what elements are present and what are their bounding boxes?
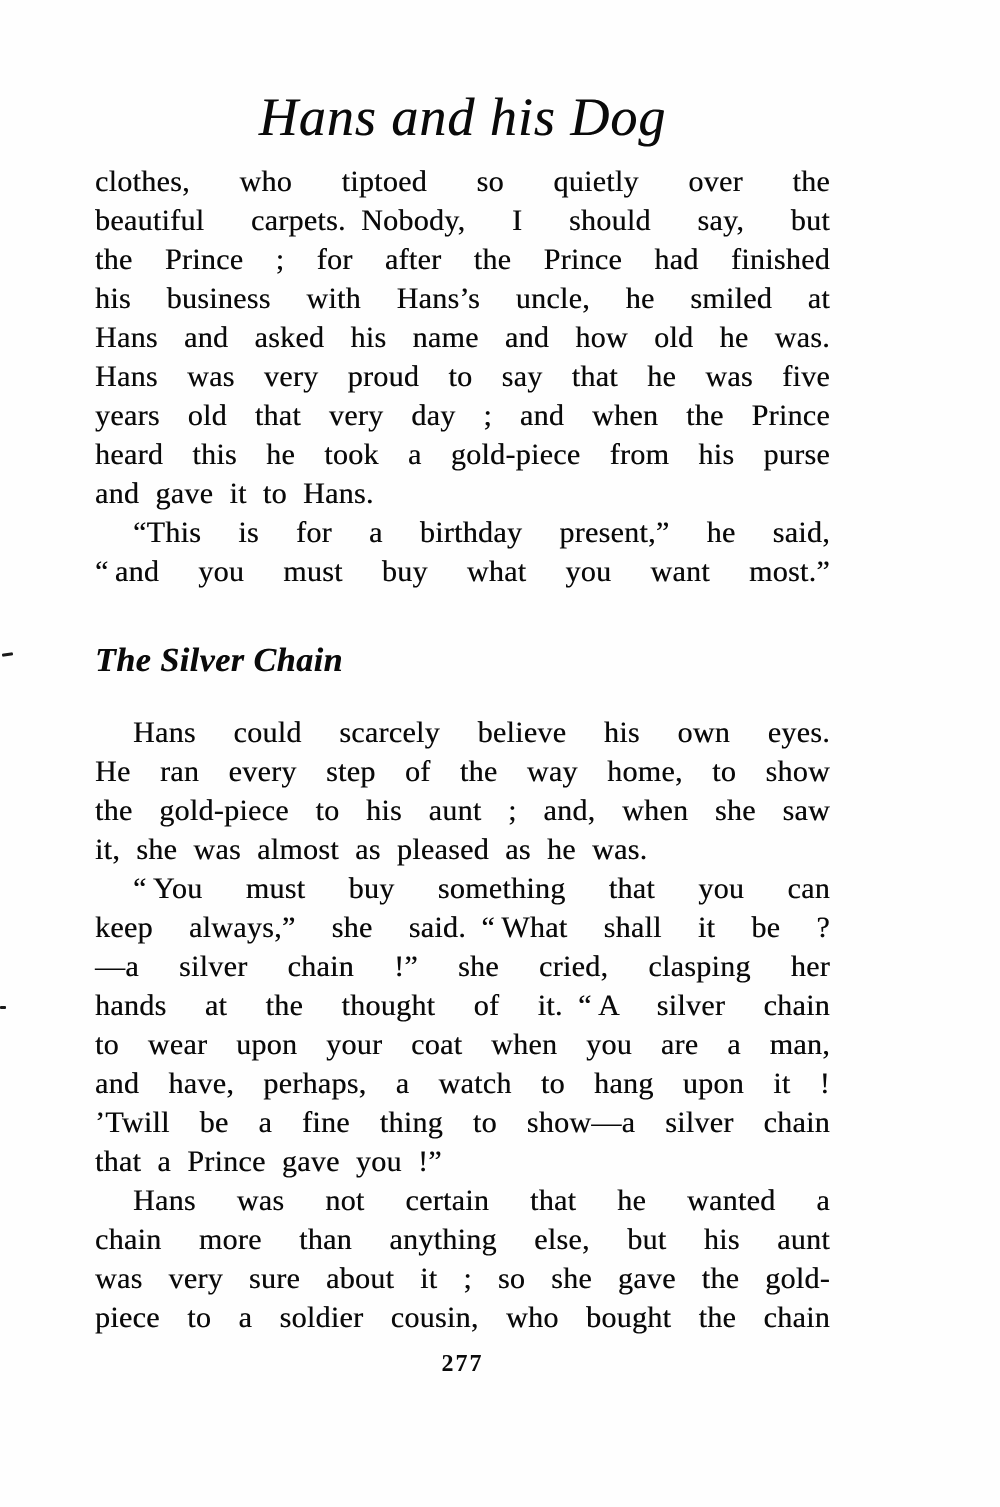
text-line: the Prince ; for after the Prince had finished: [95, 243, 830, 276]
text-line: keep always,” she said. “ What shall it be ?: [95, 911, 830, 944]
paragraph-quote-birthday: [95, 513, 830, 591]
text-line: “This is for a birthday present,” he said,: [133, 516, 830, 549]
paragraph-continuation: [95, 162, 830, 513]
text-line: “ and you must buy what you want most.”: [95, 555, 830, 588]
text-line: heard this he took a gold-piece from his purse: [95, 438, 830, 471]
text-line: and have, perhaps, a watch to hang upon it !: [95, 1067, 830, 1100]
text-line: piece to a soldier cousin, who bought the chain: [95, 1301, 830, 1334]
text-line: Hans was very proud to say that he was five: [95, 360, 830, 393]
text-line: and gave it to Hans.: [95, 477, 374, 510]
section-heading: The Silver Chain: [95, 642, 343, 679]
text-line: the gold-piece to his aunt ; and, when she saw: [95, 794, 830, 827]
margin-mark-upper: [2, 652, 13, 657]
text-line: Hans was not certain that he wanted a: [133, 1184, 830, 1217]
body-text: [95, 162, 830, 1337]
text-line: hands at the thought of it. “ A silver chain: [95, 989, 830, 1022]
text-line: He ran every step of the way home, to show: [95, 755, 830, 788]
text-line: his business with Hans’s uncle, he smiled at: [95, 282, 830, 315]
paragraph-not-certain: [95, 1181, 830, 1337]
page-number: 277: [441, 1351, 484, 1377]
text-line: clothes, who tiptoed so quietly over the: [95, 165, 830, 198]
paragraph-scarcely-believe: [95, 713, 830, 869]
text-line: “ You must buy something that you can: [133, 872, 830, 905]
text-column: [95, 86, 830, 1378]
text-line: it, she was almost as pleased as he was.: [95, 833, 648, 866]
text-line: chain more than anything else, but his aunt: [95, 1223, 830, 1256]
text-line: —a silver chain !” she cried, clasping her: [95, 950, 830, 983]
text-line: that a Prince gave you !”: [95, 1145, 442, 1178]
text-line: Hans could scarcely believe his own eyes.: [133, 716, 830, 749]
text-line: was very sure about it ; so she gave the gold-: [95, 1262, 830, 1295]
text-line: years old that very day ; and when the Prince: [95, 399, 830, 432]
text-line: to wear upon your coat when you are a man,: [95, 1028, 830, 1061]
text-line: ’Twill be a fine thing to show—a silver chain: [95, 1106, 830, 1139]
paragraph-aunt-quote: [95, 869, 830, 1181]
page-title: Hans and his Dog: [258, 87, 667, 147]
margin-mark-lower: [0, 1006, 6, 1009]
text-line: beautiful carpets. Nobody, I should say, but: [95, 204, 830, 237]
text-line: Hans and asked his name and how old he was.: [95, 321, 830, 354]
